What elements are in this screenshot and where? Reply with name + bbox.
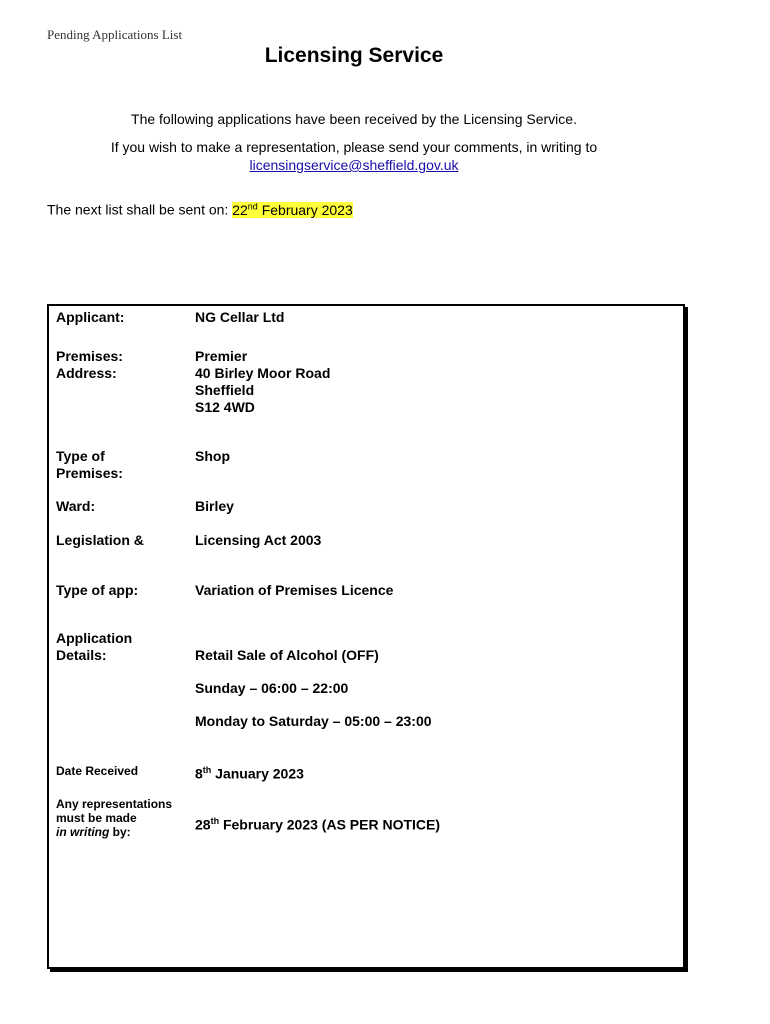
address-line: 40 Birley Moor Road bbox=[195, 365, 331, 381]
legislation-label: Legislation & bbox=[56, 532, 144, 548]
intro-text: The following applications have been received by the Licensing Service. bbox=[131, 111, 577, 127]
address-line: Sheffield bbox=[195, 382, 255, 398]
date-received-value: 8th January 2023 bbox=[195, 765, 304, 782]
next-list-line bbox=[47, 201, 353, 218]
premises-type-value: Shop bbox=[195, 448, 230, 464]
premises-label: Premises: Address: bbox=[56, 348, 123, 381]
header-note: Pending Applications List bbox=[47, 27, 183, 42]
ward-label: Ward: bbox=[56, 498, 96, 514]
details-label: Application Details: bbox=[56, 630, 133, 663]
email-link[interactable]: licensingservice@sheffield.gov.uk bbox=[249, 157, 459, 173]
applicant-label: Applicant: bbox=[56, 309, 125, 325]
representations-label: Any representations must be made in writing by: bbox=[56, 797, 173, 839]
app-type-value: Variation of Premises Licence bbox=[195, 582, 394, 598]
ward-value: Birley bbox=[195, 498, 234, 514]
details-line: Retail Sale of Alcohol (OFF) bbox=[195, 647, 379, 663]
details-line: Sunday – 06:00 – 22:00 bbox=[195, 680, 349, 696]
details-line: Monday to Saturday – 05:00 – 23:00 bbox=[195, 713, 432, 729]
representation-text: If you wish to make a representation, please send your comments, in writing to bbox=[110, 139, 598, 155]
next-list-date: 22nd February 2023 bbox=[232, 201, 353, 218]
next-list-prefix: The next list shall be sent on: bbox=[47, 201, 233, 218]
address-line: Premier bbox=[195, 348, 248, 364]
application-box bbox=[47, 304, 685, 969]
premises-address bbox=[195, 348, 330, 416]
premises-type-label: Type of Premises: bbox=[56, 448, 123, 481]
representations-deadline: 28th February 2023 (AS PER NOTICE) bbox=[195, 816, 441, 833]
legislation-value: Licensing Act 2003 bbox=[195, 532, 322, 548]
address-line: S12 4WD bbox=[195, 399, 255, 415]
page-title: Licensing Service bbox=[264, 44, 444, 67]
app-type-label: Type of app: bbox=[56, 582, 139, 598]
date-received-label: Date Received bbox=[56, 764, 139, 778]
applicant-value: NG Cellar Ltd bbox=[195, 309, 285, 325]
